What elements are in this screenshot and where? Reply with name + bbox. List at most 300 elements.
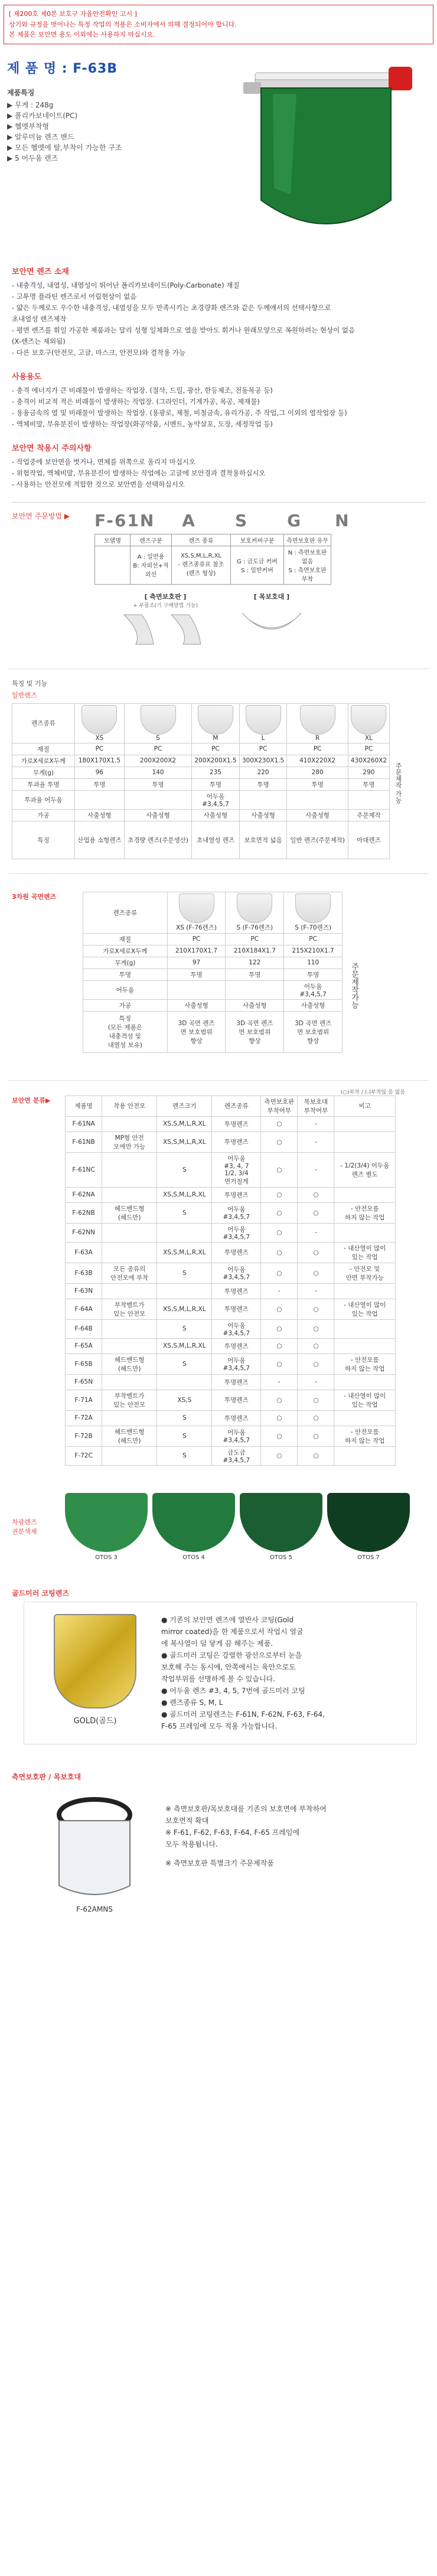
spec-item: ▶ 모든 헬멧에 탈,부착이 가능한 구조 [7, 143, 122, 152]
sizes-cell: PC [74, 743, 124, 755]
lens-description [0, 257, 437, 362]
category-cell: F-65A [66, 1338, 102, 1354]
cuts-cell: PC [226, 933, 284, 945]
category-cell: F-72A [66, 1410, 102, 1426]
sizes-cell [74, 790, 124, 809]
chin-image-label: F-62AMNS [76, 1905, 113, 1913]
category-cell: - 내산열이 많이 있는 작업 [334, 1299, 396, 1319]
category-row [66, 1132, 396, 1152]
cuts-col [226, 892, 284, 933]
gold-lens [54, 1614, 136, 1708]
product-header [0, 44, 437, 257]
order-head: 렌즈구분 [131, 534, 172, 546]
shade-lens [240, 1493, 322, 1552]
category-cell: - [298, 1283, 334, 1299]
spec-item: ▶ 폴리카보네이트(PC) [7, 111, 78, 120]
order-code-block [94, 511, 350, 585]
category-cell: 헤드밴드형 (헤드만) [102, 1354, 157, 1374]
category-cell [334, 1283, 396, 1299]
category-cell [102, 1374, 157, 1390]
category-cell: ○ [298, 1390, 334, 1410]
cuts-label: 무게(g) [83, 957, 168, 969]
cuts-head: 렌즈종류 [83, 892, 168, 933]
spec-item: ▶ 헬멧부착형 [7, 122, 50, 131]
sizes-col [239, 703, 287, 743]
shade-card [152, 1493, 235, 1561]
category-cell [102, 1410, 157, 1426]
sizes-cell: 290 [348, 767, 389, 778]
category-cell: ○ [298, 1202, 334, 1223]
cuts-side-note: 주문제작가능 [350, 962, 358, 1009]
category-row [66, 1283, 396, 1299]
category-cell: 헤드밴드형 (헤드만) [102, 1202, 157, 1223]
category-row [66, 1223, 396, 1242]
category-cell: ○ [261, 1152, 298, 1187]
gold-line: ● 골드미러 코팅은 강렬한 광선으로부터 눈을 [161, 1651, 302, 1659]
order-chin-guard [236, 592, 307, 652]
cuts-cell: 투명 [167, 969, 226, 980]
category-cell: 투명렌즈 [212, 1299, 261, 1319]
sizes-head-row [12, 703, 390, 743]
category-cell: ○ [261, 1299, 298, 1319]
category-cell: - [298, 1116, 334, 1132]
category-cell: F-61NC [66, 1152, 102, 1187]
lens-desc-text [12, 280, 429, 358]
notice-line: [ 제200호 제0본 보호구 자율안전확인 고시 ] [9, 10, 137, 18]
sizes-col-label: L [261, 734, 265, 742]
category-cell: XS,S [157, 1390, 212, 1410]
cuts-label: 어두움 [83, 980, 168, 999]
category-cell: F-72B [66, 1426, 102, 1446]
sizes-head: 렌즈종류 [12, 703, 75, 743]
category-head: 비고 [334, 1095, 396, 1116]
lens-swatch [81, 705, 117, 735]
category-cell: S [157, 1410, 212, 1426]
category-cell [334, 1223, 396, 1242]
sizes-col [287, 703, 348, 743]
category-cell: 투명렌즈 [212, 1374, 261, 1390]
sizes-side-note: 주문제작 가능 [394, 762, 402, 804]
gold-line: mirror coated)을 한 제품으로서 작업시 얼굴 [161, 1627, 304, 1636]
category-row [66, 1116, 396, 1132]
order-head: 모델명 [95, 534, 131, 546]
sizes-label: 투과율 투명 [12, 778, 75, 790]
chin-title: 측면보호판 / 목보호대 [12, 1772, 81, 1781]
face-shield-image [220, 58, 420, 247]
category-cell: S [157, 1319, 212, 1338]
cuts-wrap [12, 892, 429, 1053]
sizes-cell: PC [192, 743, 240, 755]
sizes-cell: 180X170X1.5 [74, 755, 124, 767]
order-method [12, 502, 425, 660]
order-head: 보호커버구분 [231, 534, 284, 546]
category-cell [102, 1446, 157, 1465]
cuts-row [83, 980, 343, 999]
order-code-part: G [287, 510, 302, 530]
notice-line: 상기와 규정을 벗어나는 특정 작업의 적용은 소비자에서 의해 결정되어야 합니다. [9, 20, 237, 28]
gold-image [36, 1614, 154, 1732]
gold-text [154, 1614, 405, 1732]
lens-desc-line: (X-렌즈는 제외됨) [12, 337, 66, 345]
sizes-section [0, 669, 437, 863]
sizes-row [12, 743, 390, 755]
headgear-image [41, 1791, 148, 1903]
category-head-row [66, 1095, 396, 1116]
category-head: 렌즈종류 [212, 1095, 261, 1116]
order-cell [95, 546, 131, 584]
cuts-col-label: XS (F-76렌즈) [176, 924, 217, 931]
order-cell: XS,S,M,L,R,XL - 렌즈종류표 참조 (렌즈 형상) [172, 546, 231, 584]
order-cell: A : 일반용 B: 자외선+적 외선 [131, 546, 172, 584]
sizes-cell: 주문제작 [348, 809, 389, 821]
category-cell: ○ [261, 1446, 298, 1465]
category-cell: ○ [261, 1319, 298, 1338]
category-cell: ○ [298, 1426, 334, 1446]
chin-line: 모두 착용됩니다. [165, 1840, 218, 1848]
category-cell [102, 1223, 157, 1242]
shade-wrap [12, 1493, 429, 1561]
order-code-part: F-61N [94, 510, 155, 530]
shade-card [240, 1493, 322, 1561]
sizes-cell: 일반 렌즈(주문제작) [287, 821, 348, 859]
gold-image-label: GOLD(골드) [73, 1716, 117, 1726]
sizes-cell: 300X230X1.5 [239, 755, 287, 767]
cuts-row [83, 999, 343, 1011]
category-cell: ○ [261, 1242, 298, 1263]
cuts-cell: 어두움 #3,4,5,7 [284, 980, 343, 999]
category-cell [157, 1223, 212, 1242]
order-head: 렌즈 종류 [172, 534, 231, 546]
order-cell: G : 금도금 커버 S : 일반커버 [231, 546, 284, 584]
cuts-table [83, 892, 343, 1053]
cuts-cell: 사출성형 [167, 999, 226, 1011]
gold-title: 골드미러 코팅렌즈 [12, 1589, 69, 1597]
lens-swatch [237, 894, 272, 923]
category-cell: F-63A [66, 1242, 102, 1263]
chin-section [0, 1748, 437, 1923]
category-head: 목보호대 부착여부 [298, 1095, 334, 1116]
category-cell: 투명렌즈 [212, 1116, 261, 1132]
lens-swatch [141, 705, 176, 735]
notice-line: 본 제품은 보안면 용도 이외에는 사용하지 마십시요. [9, 31, 155, 39]
cuts-col [284, 892, 343, 933]
category-cell: 투명렌즈 [212, 1242, 261, 1263]
lens-desc-line: - 얇은 두께로도 우수한 내충격성, 내열성을 모두 만족시키는 초경량화 렌즈와 같은 두께에서의 선택사항으로 [12, 303, 331, 312]
notice-box [4, 5, 433, 44]
category-cell: ○ [261, 1263, 298, 1283]
category-row [66, 1390, 396, 1410]
sizes-col-label: M [213, 734, 218, 742]
sizes-col-label: XL [364, 734, 373, 742]
gold-line: 작업부위를 선명하게 볼 수 있습니다. [161, 1674, 275, 1683]
lens-desc-line: - 내충격성, 내열성, 내염성이 뛰어난 폴리카보네이트(Poly-Carbonate) 재질 [12, 281, 240, 289]
sizes-row [12, 767, 390, 778]
category-cell: S [157, 1354, 212, 1374]
usage-section [0, 362, 437, 433]
category-cell: - 안전모를 하지 않는 작업 [334, 1426, 396, 1446]
category-cell: ○ [298, 1187, 334, 1202]
category-cell: 어두움 #3,4,5,7 [212, 1263, 261, 1283]
category-cell: 헤드밴드형 (헤드만) [102, 1426, 157, 1446]
sizes-label: 투과율 어두움 [12, 790, 75, 809]
lens-desc-line: 초내열성 렌즈제작 [12, 314, 67, 323]
category-cell: F-62NA [66, 1187, 102, 1202]
category-cell: ○ [261, 1132, 298, 1152]
sizes-cell: 투명 [74, 778, 124, 790]
sizes-cell: 투명 [239, 778, 287, 790]
chin-line: 보호면적 확대 [165, 1816, 209, 1825]
product-info [7, 58, 220, 257]
category-head: 렌즈크기 [157, 1095, 212, 1116]
category-cell [102, 1116, 157, 1132]
sizes-cell: 아대렌즈 [348, 821, 389, 859]
category-cell [334, 1116, 396, 1132]
sizes-col-label: XS [95, 734, 104, 742]
category-cell [157, 1283, 212, 1299]
cuts-cell: PC [284, 933, 343, 945]
sizes-cell: 투명 [124, 778, 191, 790]
category-row [66, 1374, 396, 1390]
gold-line: ● 어두움 렌즈 #3, 4, 5, 7번에 골드미러 코팅 [161, 1686, 305, 1695]
category-cell: 어두움 #3,4,5,7 [212, 1319, 261, 1338]
cuts-label: 가로X세로X두께 [83, 945, 168, 957]
shade-section [0, 1469, 437, 1564]
usage-text [12, 385, 429, 430]
sizes-cell: 초경량 렌즈(주문생산) [124, 821, 191, 859]
gold-line: ● 렌즈종류 S, M, L [161, 1698, 223, 1707]
sizes-cell: 산업용 소형렌즈 [74, 821, 124, 859]
category-row [66, 1299, 396, 1319]
category-cell: S [157, 1426, 212, 1446]
cuts-head-row [83, 892, 343, 933]
spec-heading: 제품특징 [7, 88, 35, 97]
sizes-wrap [12, 703, 429, 859]
cuts-cell: 97 [167, 957, 226, 969]
chin-image [35, 1791, 154, 1913]
product-title: 제 품 명 : F-63B [7, 61, 118, 76]
cuts-label: 가공 [83, 999, 168, 1011]
cuts-cell: 사출성형 [284, 999, 343, 1011]
order-label: 보안면 주문방법 ▶ [12, 511, 70, 520]
category-cell: 투명렌즈 [212, 1338, 261, 1354]
gold-line: 보호해 주는 동시에, 안쪽에서는 육안으로도 [161, 1662, 296, 1671]
cuts-cell [226, 980, 284, 999]
lens-swatch [246, 705, 281, 735]
spec-item: ▶ 5 어두움 렌즈 [7, 154, 58, 162]
category-row [66, 1354, 396, 1374]
sizes-label: 무게(g) [12, 767, 75, 778]
sizes-cell: 투명 [192, 778, 240, 790]
order-head-row [95, 534, 331, 546]
category-cell: ○ [298, 1319, 334, 1338]
category-cell: F-65B [66, 1354, 102, 1374]
cuts-cell: 210X170X1.7 [167, 945, 226, 957]
gold-line: F-65 프레임에 모두 적용 가능합니다. [161, 1721, 278, 1730]
lens-swatch [198, 705, 233, 735]
category-row [66, 1446, 396, 1465]
sizes-label: 가공 [12, 809, 75, 821]
category-head: 착용 안전모 [102, 1095, 157, 1116]
category-cell [102, 1187, 157, 1202]
sizes-row [12, 809, 390, 821]
sizes-cell: 235 [192, 767, 240, 778]
sizes-cell: 사출성형 [239, 809, 287, 821]
category-cell: - 내산열이 많이 있는 작업 [334, 1242, 396, 1263]
category-cell: F-61NB [66, 1132, 102, 1152]
gold-line: 에 복사열이 덜 닿게 끔 해주는 제품. [161, 1639, 273, 1648]
order-table [94, 534, 331, 585]
category-cell: 어두움 #3, 4, 7 1/2, 3/4 면거칠게 [212, 1152, 261, 1187]
cuts-row [83, 1011, 343, 1052]
sizes-row [12, 790, 390, 809]
spec-list [7, 100, 220, 164]
sizes-col [74, 703, 124, 743]
category-cell: F-65N [66, 1374, 102, 1390]
category-cell: 어두움 #3,4,5,7 [212, 1426, 261, 1446]
caution-line: - 작업중에 보안면을 벗거나, 면체를 위쪽으로 올리지 마십시오 [12, 457, 196, 466]
cuts-row [83, 933, 343, 945]
category-cell: ○ [261, 1426, 298, 1446]
lens-swatch [295, 894, 331, 923]
sizes-cell [239, 790, 287, 809]
sizes-table [12, 703, 390, 859]
category-cell: - [261, 1283, 298, 1299]
sizes-col [124, 703, 191, 743]
cuts-title: 3차원 곡면렌즈 [12, 892, 57, 901]
category-cell: ○ [298, 1446, 334, 1465]
lens-desc-line: - 고투명 플라틴 렌즈로서 어림현상이 없음 [12, 292, 137, 301]
sizes-cell: 200X200X2 [124, 755, 191, 767]
chin-box [24, 1785, 417, 1919]
lens-swatch [351, 705, 386, 735]
category-cell [334, 1132, 396, 1152]
cuts-col-label: S (F-70렌즈) [295, 924, 331, 931]
order-code [94, 511, 350, 530]
category-cell: ○ [298, 1338, 334, 1354]
category-cell: F-72C [66, 1446, 102, 1465]
caution-title: 보안면 착용시 주의사항 [12, 444, 92, 453]
order-code-part: S [234, 510, 249, 530]
cuts-col [167, 892, 226, 933]
shade-card [65, 1493, 148, 1561]
category-cell: - [298, 1223, 334, 1242]
category-cell: 투명렌즈 [212, 1390, 261, 1410]
shade-lens [327, 1493, 410, 1552]
lens-desc-line: - 평면 렌즈를 휘일 가공한 제품과는 달리 성형 일체화으로 열을 받아도 휘거나 원래모양으로 복원하려는 현상이 없음 [12, 325, 356, 334]
spec-item: ▶ 무게 : 248g [7, 100, 54, 109]
category-cell: XS,S,M,L,R,XL [157, 1187, 212, 1202]
cuts-col-label: S (F-76렌즈) [236, 924, 273, 931]
category-cell [102, 1152, 157, 1187]
sizes-subtitle: 일반렌즈 [12, 691, 37, 699]
usage-line: - 용융금속의 열 및 비래물이 발생하는 작업장. (용광로, 제철, 비철금속, 유리가공, 주 작업,그 이외의 열작업장 등) [12, 408, 347, 417]
sizes-cell: 사출성형 [124, 809, 191, 821]
sizes-cell: 사출성형 [287, 809, 348, 821]
category-cell: 투명렌즈 [212, 1283, 261, 1299]
order-code-part: N [335, 510, 350, 530]
cuts-cell: 투명 [226, 969, 284, 980]
category-row [66, 1187, 396, 1202]
cuts-label: 특징 (모든 제품은 내충격성 및 내열성 보유) [83, 1011, 168, 1052]
sizes-cell: PC [124, 743, 191, 755]
side-shield-note: + 부품조(기 구매방법 가능) [132, 602, 198, 609]
sizes-cell: 사출성형 [74, 809, 124, 821]
category-cell [102, 1283, 157, 1299]
cuts-row [83, 945, 343, 957]
category-cell [102, 1319, 157, 1338]
cuts-cell: 122 [226, 957, 284, 969]
category-cell [334, 1446, 396, 1465]
category-cell: 어두움 #3,4,5,7 [212, 1354, 261, 1374]
sizes-cell: 140 [124, 767, 191, 778]
cuts-cell: 3D 곡면 렌즈 면 보호범위 향상 [284, 1011, 343, 1052]
cuts-row [83, 969, 343, 980]
sizes-cell: 280 [287, 767, 348, 778]
shade-label: OTOS 4 [182, 1554, 205, 1561]
cuts-cell: PC [167, 933, 226, 945]
category-cell: S [157, 1263, 212, 1283]
category-cell [102, 1338, 157, 1354]
category-cell: F-64A [66, 1299, 102, 1319]
category-cell: F-63B [66, 1263, 102, 1283]
category-section [0, 1081, 437, 1469]
category-cell [334, 1319, 396, 1338]
sizes-cell: 초내열성 렌즈 [192, 821, 240, 859]
cuts-cell: 3D 곡면 렌즈 면 보호범위 향상 [167, 1011, 226, 1052]
usage-line: - 충격 에너지가 큰 비래물이 발생하는 작업장. (절삭, 드릴, 광산, 한등제조, 전동목공 등) [12, 386, 273, 394]
order-side-shield [118, 592, 213, 652]
category-cell: XS,S,M,L,R,XL [157, 1116, 212, 1132]
cuts-label: 재질 [83, 933, 168, 945]
category-cell: 모든 종류의 안전모에 부착 [102, 1263, 157, 1283]
sizes-cell: 430X260X2 [348, 755, 389, 767]
chin-guard-title: [ 목보호대 ] [253, 592, 290, 601]
caution-line: - 사용하는 안전모에 적합한 것으로 보안면을 선택하십시오 [12, 480, 185, 488]
category-cell: ○ [261, 1187, 298, 1202]
category-cell: S [157, 1202, 212, 1223]
sizes-col [348, 703, 389, 743]
sizes-col-label: R [315, 734, 320, 742]
sizes-label: 가로X세로X두께 [12, 755, 75, 767]
category-wrap [12, 1095, 429, 1466]
category-row [66, 1152, 396, 1187]
sizes-cell: 220 [239, 767, 287, 778]
shade-label: OTOS 5 [270, 1554, 292, 1561]
category-head: 측면보호판 부착여부 [261, 1095, 298, 1116]
sizes-label: 재질 [12, 743, 75, 755]
caution-text [12, 456, 429, 490]
chin-guard-image [236, 601, 307, 648]
shade-lens [65, 1493, 148, 1552]
category-row [66, 1242, 396, 1263]
category-cell: ○ [298, 1299, 334, 1319]
chin-line: ※ 측면보호판 특별크기 주문제작품 [165, 1858, 274, 1867]
order-cell-row [95, 546, 331, 584]
category-cell [334, 1410, 396, 1426]
category-cell: ○ [298, 1242, 334, 1263]
category-cell [102, 1242, 157, 1263]
lens-desc-title: 보안면 렌즈 소재 [12, 267, 69, 276]
sizes-col [192, 703, 240, 743]
order-cell: N : 측면보호판 없음 S : 측면보호판 부착 [284, 546, 331, 584]
sizes-cell: 투명 [348, 778, 389, 790]
lens-desc-line: - 다른 보호구(안전모, 고글, 마스크, 안전모)와 결착용 가능 [12, 348, 186, 357]
category-cell: ○ [298, 1354, 334, 1374]
sizes-row [12, 821, 390, 859]
category-cell: - 안전모를 하지 않는 작업 [334, 1354, 396, 1374]
sizes-cell [348, 790, 389, 809]
cuts-cell: 110 [284, 957, 343, 969]
